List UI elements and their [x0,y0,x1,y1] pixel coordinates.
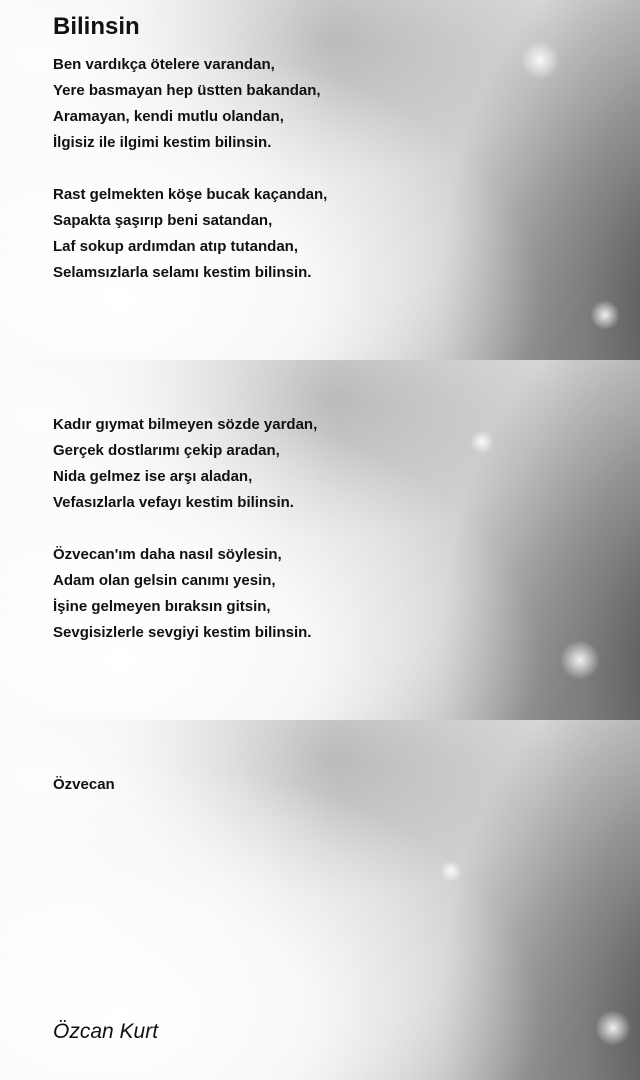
poem-stanza-2 [53,182,327,286]
background-sparkle [440,860,462,882]
poem-title: Bilinsin [53,13,140,40]
poem-line: Ben vardıkça ötelere varandan, [53,56,275,73]
poem-signature: Özvecan [53,776,115,793]
poem-line: Selamsızlarla selamı kestim bilinsin. [53,264,312,281]
poem-line: Laf sokup ardımdan atıp tutandan, [53,238,299,255]
poem-panel-3 [0,720,640,1080]
background-sparkle [590,300,620,330]
background-sparkle [520,40,560,80]
poem-line: İlgisiz ile ilgimi kestim bilinsin. [53,134,272,151]
poem-stanza-4 [53,542,311,646]
background-sparkle [595,1010,631,1046]
poem-line: Sevgisizlerle sevgiyi kestim bilinsin. [53,624,312,641]
poem-line: Gerçek dostlarımı çekip aradan, [53,442,280,459]
poem-stanza-3 [53,412,317,516]
background-sparkle [560,640,600,680]
poem-line: Sapakta şaşırıp beni satandan, [53,212,273,229]
poem-panel-2 [0,360,640,720]
poem-line: Adam olan gelsin canımı yesin, [53,572,276,589]
poem-line: Yere basmayan hep üstten bakandan, [53,82,321,99]
poem-line: Kadır gıymat bilmeyen sözde yardan, [53,416,318,433]
poem-line: Vefasızlarla vefayı kestim bilinsin. [53,494,294,511]
poem-stanza-1 [53,52,321,156]
poem-line: Nida gelmez ise arşı aladan, [53,468,253,485]
poem-line: Aramayan, kendi mutlu olandan, [53,108,284,125]
poem-line: İşine gelmeyen bıraksın gitsin, [53,598,271,615]
background-sparkle [470,430,494,454]
poem-line: Özvecan'ım daha nasıl söylesin, [53,546,282,563]
poem-line: Rast gelmekten köşe bucak kaçandan, [53,186,328,203]
author-name: Özcan Kurt [53,1020,159,1043]
poem-panel-1 [0,0,640,360]
